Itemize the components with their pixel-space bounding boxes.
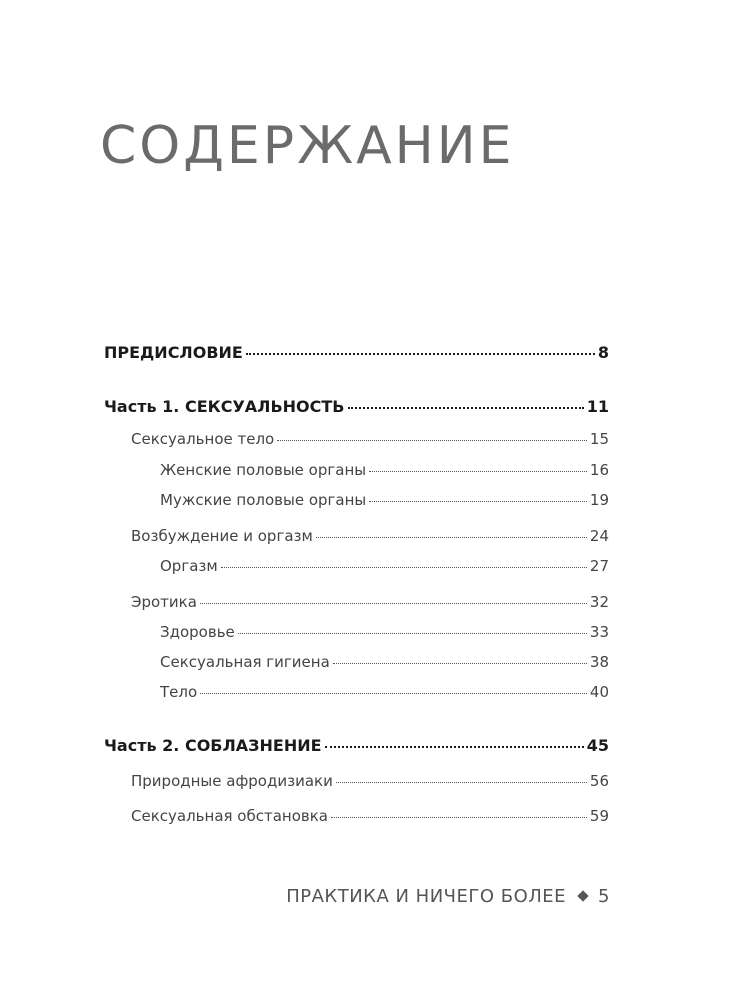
toc-label: Возбуждение и оргазм xyxy=(131,527,313,545)
toc-page-number: 56 xyxy=(589,772,609,790)
page-title: СОДЕРЖАНИЕ xyxy=(100,116,515,176)
toc-entry-preface[interactable] xyxy=(104,345,609,361)
page-footer xyxy=(0,888,610,906)
toc-leader xyxy=(200,693,587,694)
toc-label: Эротика xyxy=(131,593,197,611)
toc-page-number: 33 xyxy=(589,623,609,641)
toc-leader xyxy=(333,663,587,664)
toc-leader xyxy=(331,817,587,818)
toc-leader xyxy=(277,440,587,441)
toc-label: Часть 2. СОБЛАЗНЕНИЕ xyxy=(104,736,322,755)
toc-entry-aphrodisiacs[interactable] xyxy=(131,774,609,789)
toc-page-number: 15 xyxy=(589,430,609,448)
toc-leader xyxy=(221,567,587,568)
toc-entry-hygiene[interactable] xyxy=(160,655,609,670)
toc-leader xyxy=(369,501,587,502)
toc-label: Здоровье xyxy=(160,623,235,641)
toc-label: ПРЕДИСЛОВИЕ xyxy=(104,343,243,362)
toc-entry-health[interactable] xyxy=(160,625,609,640)
toc-page-number: 32 xyxy=(589,593,609,611)
toc-page-number: 19 xyxy=(589,491,609,509)
running-title: ПРАКТИКА И НИЧЕГО БОЛЕЕ xyxy=(286,886,567,907)
toc-entry-arousal[interactable] xyxy=(131,529,609,544)
toc-leader xyxy=(246,353,595,355)
toc-leader xyxy=(238,633,587,634)
toc-page-number: 59 xyxy=(589,807,609,825)
diamond-separator-icon xyxy=(577,890,588,901)
toc-leader xyxy=(316,537,587,538)
toc-label: Женские половые органы xyxy=(160,461,367,479)
toc-page-number: 40 xyxy=(589,683,609,701)
toc-page-number: 11 xyxy=(586,397,609,416)
toc-leader xyxy=(336,782,587,783)
page-number: 5 xyxy=(598,886,610,907)
toc-leader xyxy=(348,407,584,409)
toc-page-number: 38 xyxy=(589,653,609,671)
toc-label: Часть 1. СЕКСУАЛЬНОСТЬ xyxy=(104,397,345,416)
toc-page-number: 8 xyxy=(597,343,609,362)
toc-entry-male-organs[interactable] xyxy=(160,493,609,508)
toc-leader xyxy=(200,603,587,604)
toc-page-number: 16 xyxy=(589,461,609,479)
toc-entry-setting[interactable] xyxy=(131,809,609,824)
toc-label: Природные афродизиаки xyxy=(131,772,333,790)
toc-label: Сексуальное тело xyxy=(131,430,275,448)
toc-entry-body[interactable] xyxy=(160,685,609,700)
toc-leader xyxy=(369,471,587,472)
toc-entry-sexual-body[interactable] xyxy=(131,432,609,447)
toc-label: Сексуальная гигиена xyxy=(160,653,330,671)
toc-entry-part-2[interactable] xyxy=(104,738,609,754)
toc-label: Мужские половые органы xyxy=(160,491,367,509)
toc-page-number: 24 xyxy=(589,527,609,545)
toc-page-number: 27 xyxy=(589,557,609,575)
toc-entry-erotica[interactable] xyxy=(131,595,609,610)
toc-label: Тело xyxy=(160,683,198,701)
toc-page-number: 45 xyxy=(586,736,609,755)
toc-entry-orgasm[interactable] xyxy=(160,559,609,574)
toc-leader xyxy=(325,746,584,748)
toc-entry-female-organs[interactable] xyxy=(160,463,609,478)
toc-label: Оргазм xyxy=(160,557,218,575)
toc-entry-part-1[interactable] xyxy=(104,399,609,415)
toc-label: Сексуальная обстановка xyxy=(131,807,328,825)
